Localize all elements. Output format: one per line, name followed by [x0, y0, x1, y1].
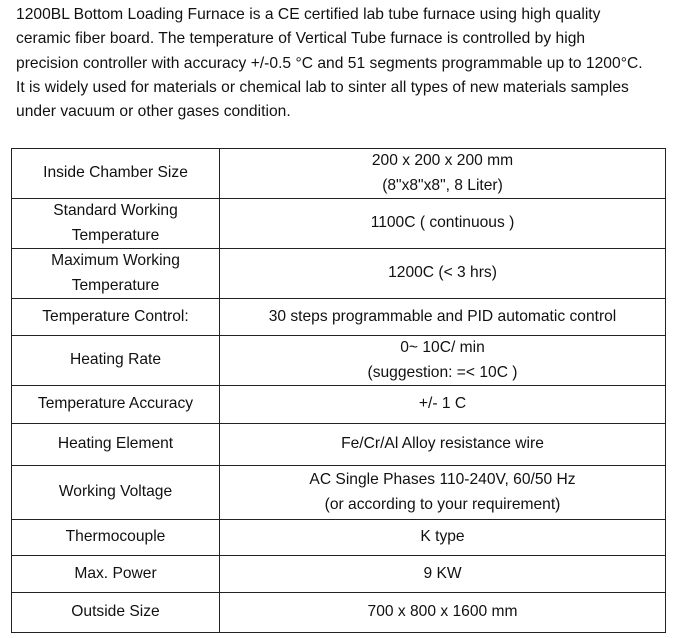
spec-value: 0~ 10C/ min: [400, 339, 485, 356]
spec-label: Temperature Control:: [42, 307, 189, 325]
spec-label-cell: [12, 149, 220, 199]
intro-paragraph: [16, 3, 676, 124]
intro-line: under vacuum or other gases condition.: [16, 103, 291, 121]
spec-value-cell: [220, 520, 666, 556]
spec-value: (8"x8"x8", 8 Liter): [382, 176, 503, 194]
spec-label: Heating Element: [57, 435, 174, 453]
spec-label: Max. Power: [74, 564, 157, 582]
intro-line: ceramic fiber board. The temperature of Vertical Tube furnace is controlled by high: [16, 30, 586, 48]
spec-value-cell: [220, 556, 666, 593]
spec-value-cell: [220, 199, 666, 249]
table-row: [12, 386, 666, 424]
spec-value: +/- 1 C: [418, 395, 467, 413]
specifications-table: [11, 148, 666, 633]
spec-value: 1100C ( continuous ): [370, 214, 515, 232]
spec-label-cell: [12, 520, 220, 556]
spec-label: Outside Size: [71, 603, 160, 621]
table-row: [12, 466, 666, 520]
spec-value-cell: [220, 149, 666, 199]
spec-label-cell: [12, 199, 220, 249]
spec-value: Fe/Cr/Al Alloy resistance wire: [341, 435, 544, 453]
table-row: [12, 199, 666, 249]
spec-label: Standard Working: [53, 202, 178, 219]
spec-value-cell: [220, 299, 666, 336]
table-row: [12, 424, 666, 466]
spec-label: Maximum Working: [51, 252, 180, 269]
table-row: [12, 149, 666, 199]
spec-value-cell: [220, 386, 666, 424]
spec-value-cell: [220, 424, 666, 466]
spec-value: 700 x 800 x 1600 mm: [367, 603, 518, 621]
spec-label: Temperature: [71, 276, 160, 294]
spec-label-cell: [12, 466, 220, 520]
spec-label: Inside Chamber Size: [43, 164, 188, 182]
spec-value: 200 x 200 x 200 mm: [371, 152, 514, 169]
spec-value: 1200C (< 3 hrs): [388, 264, 497, 282]
spec-value: K type: [420, 528, 465, 546]
spec-label-cell: [12, 556, 220, 593]
spec-value-cell: [220, 336, 666, 386]
table-row: [12, 299, 666, 336]
spec-label-cell: [12, 299, 220, 336]
table-row: [12, 520, 666, 556]
spec-value: 9 KW: [423, 564, 462, 582]
table-row: [12, 336, 666, 386]
table-row: [12, 556, 666, 593]
spec-value: (suggestion: =< 10C ): [367, 363, 518, 381]
spec-label: Temperature Accuracy: [37, 395, 194, 413]
spec-label: Thermocouple: [65, 528, 166, 546]
intro-line: It is widely used for materials or chemical lab to sinter all types of new materials samples: [16, 78, 629, 96]
spec-value: 30 steps programmable and PID automatic control: [268, 307, 617, 325]
intro-line: precision controller with accuracy +/-0.5 °C and 51 segments programmable up to 1200°C.: [16, 54, 643, 72]
spec-label: Heating Rate: [69, 351, 162, 369]
spec-label: Temperature: [71, 226, 160, 244]
spec-label-cell: [12, 593, 220, 633]
spec-value-cell: [220, 466, 666, 520]
spec-label-cell: [12, 249, 220, 299]
spec-value-cell: [220, 593, 666, 633]
intro-line: 1200BL Bottom Loading Furnace is a CE certified lab tube furnace using high quality: [16, 6, 601, 23]
spec-label: Working Voltage: [58, 483, 173, 501]
table-row: [12, 593, 666, 633]
spec-label-cell: [12, 336, 220, 386]
table-row: [12, 249, 666, 299]
spec-value: AC Single Phases 110-240V, 60/50 Hz: [309, 471, 576, 488]
spec-label-cell: [12, 424, 220, 466]
spec-value-cell: [220, 249, 666, 299]
spec-value: (or according to your requirement): [324, 495, 561, 513]
spec-label-cell: [12, 386, 220, 424]
